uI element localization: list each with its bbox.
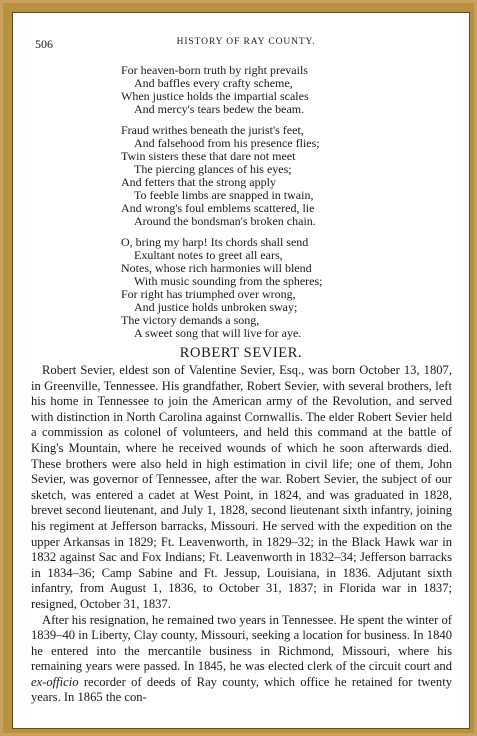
poem-line: Notes, whose rich harmonies will blend: [121, 261, 312, 275]
poem-line: Exultant notes to greet all ears,: [134, 248, 283, 262]
page-frame: [3, 3, 474, 733]
poem: [121, 64, 421, 348]
poem-line: A sweet song that will live for aye.: [134, 326, 302, 340]
poem-line: O, bring my harp! Its chords shall send: [121, 235, 309, 249]
body-text: [31, 363, 452, 706]
book-page: [12, 12, 470, 729]
poem-line: Twin sisters these that dare not meet: [121, 149, 296, 163]
poem-stanza: [121, 64, 421, 116]
poem-line: To feeble limbs are snapped in twain,: [134, 188, 314, 202]
poem-line: Around the bondsman's broken chain.: [134, 214, 316, 228]
poem-line: And mercy's tears bedew the beam.: [134, 102, 305, 116]
paragraph-text: recorder of deeds of Ray county, which office he retained for twenty years. In 1865 the con-: [31, 674, 452, 705]
poem-stanza: [121, 236, 421, 340]
poem-line: And justice holds unbroken sway;: [134, 300, 298, 314]
poem-line: The victory demands a song,: [121, 313, 260, 327]
running-head: HISTORY OF RAY COUNTY.: [176, 37, 316, 47]
poem-line: And wrong's foul emblems scattered, lie: [121, 201, 315, 215]
poem-stanza: [121, 124, 421, 228]
paragraph: [31, 613, 452, 707]
italic-term: ex-officio: [31, 674, 79, 689]
poem-line: And baffles every crafty scheme,: [134, 76, 293, 90]
page-header: [35, 37, 447, 51]
paragraph: Robert Sevier, eldest son of Valentine Sevier, Esq., was born October 13, 1807, in Greenville, Tennessee. His grandfather, Robert Sevier, with several brothers, left his home in Tennessee to join the American army of the Revolution, and served with distinction in North Carolina against Cornwallis. The elder Robert Sevier held a commission as colonel of volunteers, and held this command at the battle of King's Mountain, where he received wounds of which he soon afterwards died. These brothers were also held in high estimation in civil life; one of them, John Sevier, was governor of Tennessee, after the war. Robert Sevier, the subject of our sketch, was entered a cadet at West Point, in 1824, and was graduated in 1828, brevet second lieutenant, and July 1, 1828, second lieutenant sixth infantry, joining his regiment at Jefferson barracks, Missouri. He served with the expedition on the upper Arkansas in 1829; Ft. Leavenworth, in 1829–32; in the Black Hawk war in 1832 against Sac and Fox Indians; Ft. Leavenworth in 1832–34; Jefferson barracks in 1834–36; Camp Sabine and Ft. Jessup, Louisiana, in 1836. Adjutant sixth infantry, from August 1, 1836, to October 31, 1837; in Florida war in 1837; resigned, October 31, 1837.: [31, 363, 452, 611]
page-number: 506: [35, 37, 53, 51]
poem-line: With music sounding from the spheres;: [134, 274, 323, 288]
section-title: ROBERT SEVIER.: [179, 345, 303, 361]
poem-line: When justice holds the impartial scales: [121, 89, 309, 103]
poem-line: For right has triumphed over wrong,: [121, 287, 296, 301]
poem-line: And fetters that the strong apply: [121, 175, 276, 189]
poem-line: Fraud writhes beneath the jurist's feet,: [121, 123, 304, 137]
paragraph-text: After his resignation, he remained two years in Tennessee. He spent the winter of 1839–40 in Liberty, Clay county, Missouri, seeking a location for business. In 1840 he entered into the mercantile business in Richmond, Missouri, where his remaining years were passed. In 1845, he was elected clerk of the circuit court and: [31, 612, 452, 674]
poem-line: The piercing glances of his eyes;: [134, 162, 292, 176]
poem-line: And falsehood from his presence flies;: [134, 136, 320, 150]
poem-line: For heaven-born truth by right prevails: [121, 63, 308, 77]
